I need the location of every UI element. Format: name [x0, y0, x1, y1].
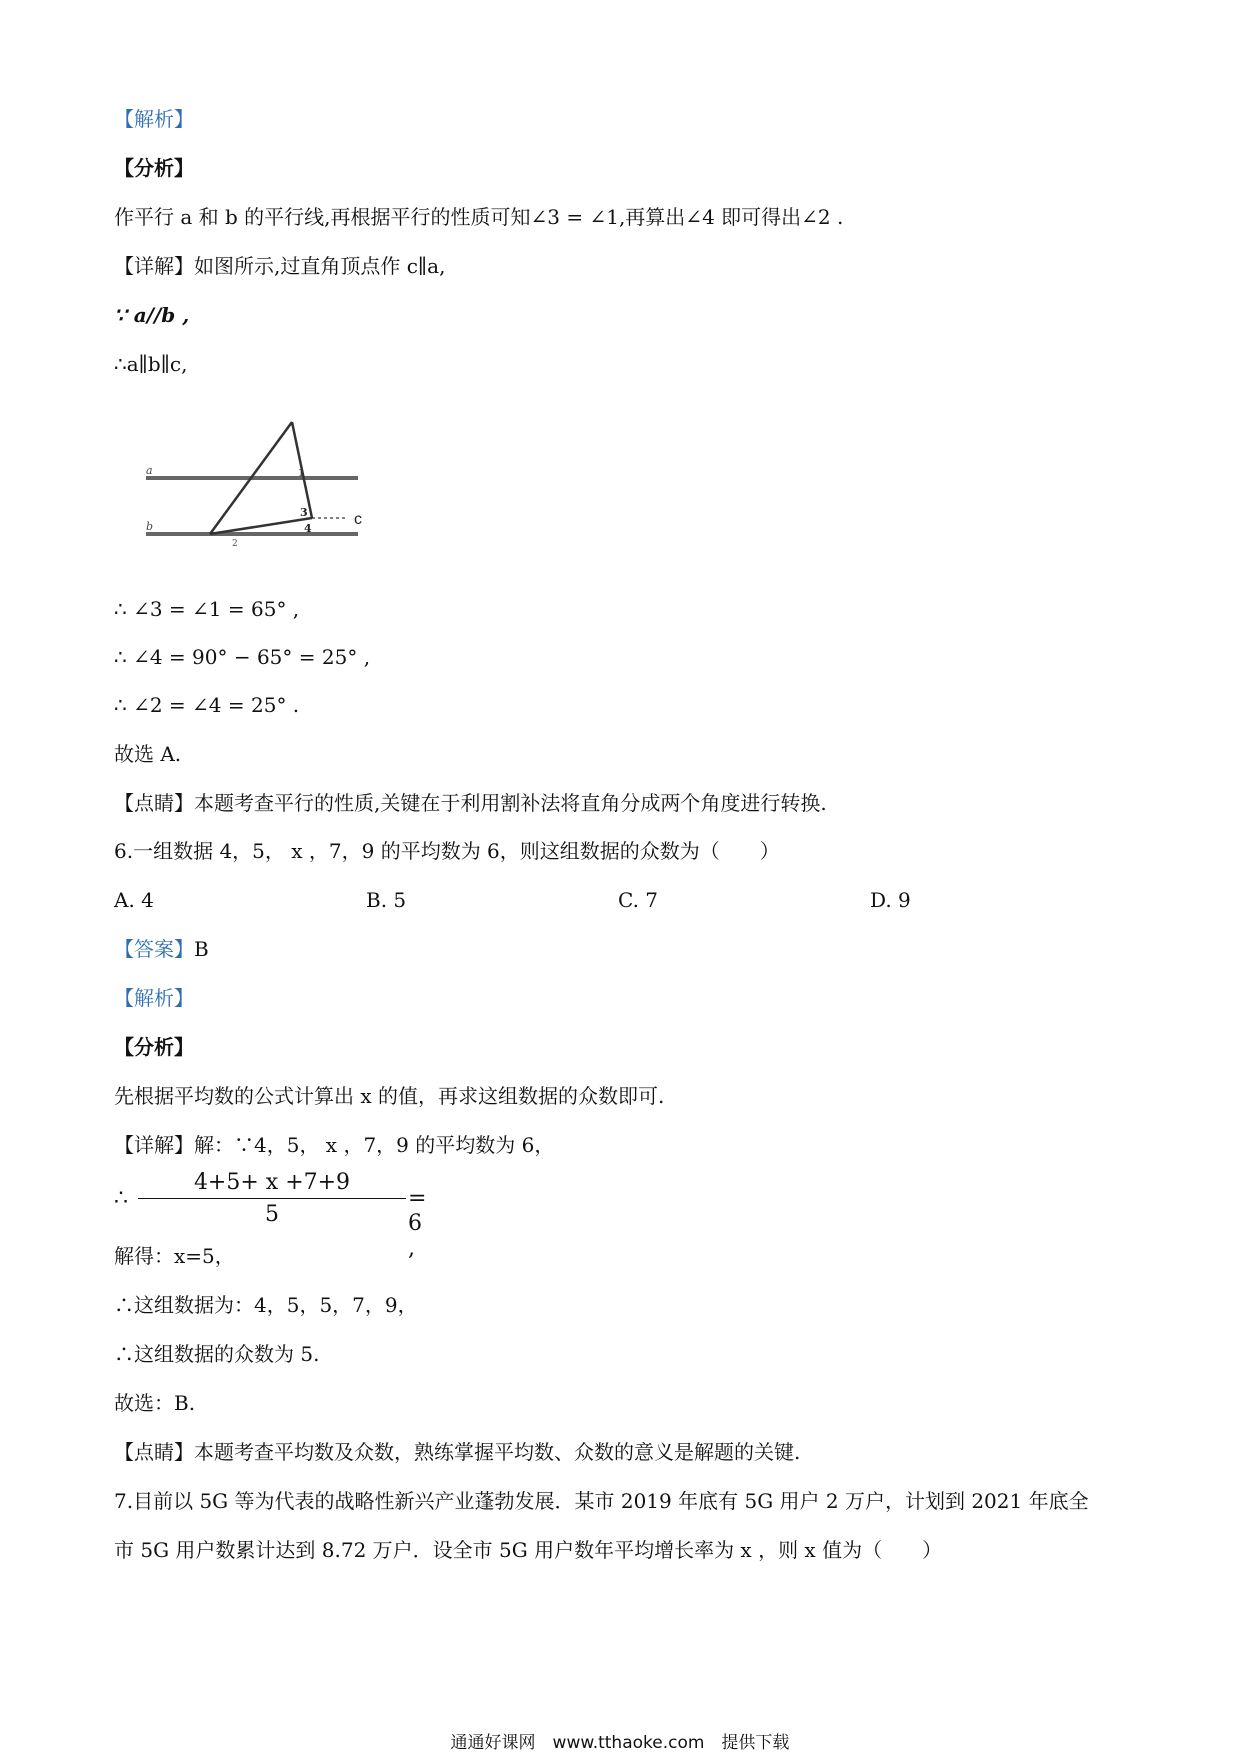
label-c: c — [354, 511, 362, 528]
footer-watermark: 通通好课网 www.tthaoke.com 提供下载 — [450, 1733, 790, 1753]
label-1: 1 — [298, 468, 305, 479]
step-3: ∴ ∠2 = ∠4 = 25° . — [114, 693, 300, 717]
label-2: 2 — [232, 539, 238, 549]
fraction-bar — [138, 1198, 406, 1199]
choice-line: 故选 A. — [114, 742, 182, 766]
option-c: C. 7 — [618, 888, 659, 912]
answer-line — [114, 936, 209, 962]
fraction-numerator: 4+5+ x +7+9 — [193, 1170, 351, 1195]
option-b: B. 5 — [366, 888, 407, 912]
label-b: b — [146, 520, 154, 533]
q6-choice-line: 故选：B. — [114, 1391, 196, 1415]
option-a: A. 4 — [114, 888, 154, 912]
option-d: D. 9 — [870, 888, 911, 912]
solve-line: 解得：x=5， — [114, 1244, 235, 1268]
q6-jiexi-label: 【解析】 — [114, 986, 194, 1010]
step-1: ∴ ∠3 = ∠1 = 65° , — [114, 597, 300, 621]
comment-line: 【点睛】本题考查平行的性质,关键在于利用割补法将直角分成两个角度进行转换. — [114, 791, 827, 815]
analysis-text: 作平行 a 和 b 的平行线,再根据平行的性质可知∠3 = ∠1,再算出∠4 即可得出∠2 . — [114, 205, 844, 229]
therefore-symbol: ∴ — [114, 1186, 128, 1211]
label-3: 3 — [300, 506, 308, 519]
jiexi-label: 【解析】 — [114, 107, 194, 131]
q7-line-1: 7.目前以 5G 等为代表的战略性新兴产业蓬勃发展．某市 2019 年底有 5G 用户 2 万户，计划到 2021 年底全 — [114, 1489, 1089, 1513]
q6-question: 6.一组数据 4，5， x ，7，9 的平均数为 6，则这组数据的众数为（ ） — [114, 839, 780, 863]
fenxi-label: 【分析】 — [114, 156, 194, 180]
answer-value: B — [194, 937, 209, 961]
because-line: ∵ a//b , — [114, 303, 190, 327]
q6-detail-line: 【详解】解：∵4，5， x ，7，9 的平均数为 6， — [114, 1133, 555, 1157]
answer-label: 【答案】 — [114, 937, 194, 961]
label-4: 4 — [304, 522, 312, 535]
q7-line-2: 市 5G 用户数累计达到 8.72 万户．设全市 5G 用户数年平均增长率为 x ，则 x 值为（ ） — [114, 1538, 943, 1562]
detail-line: 【详解】如图所示,过直角顶点作 c∥a, — [114, 254, 446, 278]
q6-fenxi-label: 【分析】 — [114, 1035, 194, 1059]
q6-analysis-text: 先根据平均数的公式计算出 x 的值，再求这组数据的众数即可. — [114, 1084, 665, 1108]
data-line: ∴这组数据为：4，5，5，7，9， — [114, 1293, 418, 1317]
triangle-bottom-side — [210, 518, 312, 534]
mode-line: ∴这组数据的众数为 5. — [114, 1342, 320, 1366]
therefore-parallel-line: ∴a∥b∥c, — [114, 352, 188, 376]
fraction-rhs: = 6 , — [408, 1186, 427, 1261]
parallel-lines-figure — [140, 418, 380, 558]
fraction-denominator: 5 — [265, 1202, 279, 1227]
step-2: ∴ ∠4 = 90° − 65° = 25° , — [114, 645, 371, 669]
label-a: a — [146, 464, 153, 477]
q6-comment-line: 【点睛】本题考查平均数及众数，熟练掌握平均数、众数的意义是解题的关键. — [114, 1440, 801, 1464]
